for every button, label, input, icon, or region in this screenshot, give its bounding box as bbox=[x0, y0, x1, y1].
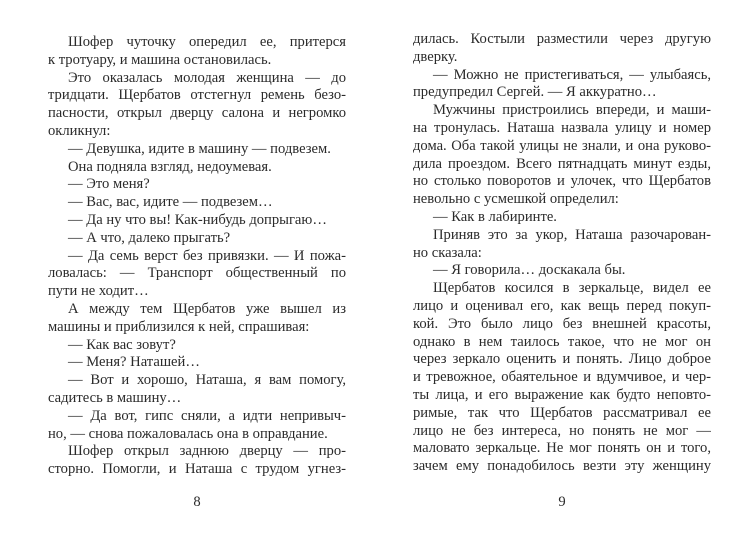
text-line: — Девушка, идите в машину — подвезем. bbox=[68, 140, 331, 157]
text-line: — Можно не пристегиваться, — улыбаясь, bbox=[433, 66, 711, 83]
text-line: но сказала: bbox=[413, 244, 482, 261]
left-page-text bbox=[48, 34, 346, 479]
text-line: пасности, открыл дверцу салона и негромко bbox=[48, 105, 346, 122]
text-line: на тронулась. Наташа назвала улицу и номер bbox=[413, 119, 711, 136]
text-line: тридцати. Щербатов отстегнул ремень безо- bbox=[48, 87, 346, 104]
text-line: невольно с усмешкой определил: bbox=[413, 191, 619, 208]
text-line: ловалась: — Транспорт общественный по bbox=[48, 265, 346, 282]
text-line: через зеркало оценить и понять. Лицо доброе bbox=[413, 351, 711, 368]
text-line: — Вот и хорошо, Наташа, я вам помогу, bbox=[68, 372, 346, 389]
text-line: Приняв это за укор, Наташа разочарован- bbox=[433, 226, 711, 243]
text-line: — Да вот, гипс сняли, а идти непривыч- bbox=[68, 407, 346, 424]
text-line: — Это меня? bbox=[68, 176, 150, 193]
text-line: окликнул: bbox=[48, 122, 111, 139]
text-line: Это оказалась молодая женщина — до bbox=[68, 69, 346, 86]
text-line: лицо и оценивал его, как вещь перед покуп- bbox=[413, 297, 711, 314]
text-line: — Да семь верст без привязки. — И пожа- bbox=[68, 247, 346, 264]
text-line: к тротуару, и машина остановилась. bbox=[48, 51, 272, 68]
text-line: — Как вас зовут? bbox=[68, 336, 176, 353]
text-line: лицо не без интереса, но понять не мог — bbox=[413, 422, 711, 439]
text-line: римые, так что Щербатов рассматривал ее bbox=[413, 404, 711, 421]
text-line: Шофер чуточку опередил ее, притерся bbox=[68, 34, 346, 50]
text-line: кой. Это было лицо без внешней красоты, bbox=[413, 315, 711, 332]
text-line: машины и приблизился к ней, спрашивая: bbox=[48, 318, 310, 335]
text-line: но столько поворотов и улочек, что Щербатов bbox=[413, 173, 711, 190]
text-line: — Вас, вас, идите — подвезем… bbox=[68, 194, 273, 211]
text-line: и тревожное, обаятельное и вдумчивое, и чер- bbox=[413, 369, 711, 386]
text-line: зачем ему понадобилось везти эту женщину bbox=[413, 458, 711, 475]
text-line: — А что, далеко прыгать? bbox=[68, 229, 231, 246]
text-line: — Меня? Наташей… bbox=[68, 354, 200, 371]
text-line: Она подняла взгляд, недоумевая. bbox=[68, 158, 272, 175]
text-line: сторно. Помогли, и Наташа с трудом угнез- bbox=[48, 461, 346, 478]
text-line: однако в нем таилось такое, что не мог он bbox=[413, 333, 711, 350]
text-line: ты лица, и его выражение как будто неповто- bbox=[413, 386, 711, 403]
text-line: — Я говорила… доскакала бы. bbox=[433, 262, 626, 279]
text-line: А между тем Щербатов уже вышел из bbox=[68, 300, 346, 317]
text-line: Щербатов косился в зеркальце, видел ее bbox=[433, 280, 711, 297]
text-line: пути не ходит… bbox=[48, 283, 149, 300]
page-number-left: 8 bbox=[193, 494, 201, 510]
text-line: — Да ну что вы! Как-нибудь допрыгаю… bbox=[68, 211, 327, 228]
text-line: дилась. Костыли разместили через другую bbox=[413, 31, 711, 47]
right-page bbox=[413, 0, 711, 540]
text-line: — Как в лабиринте. bbox=[433, 208, 557, 225]
text-line: дверку. bbox=[413, 48, 458, 65]
text-line: но, — снова пожаловалась она в оправдание. bbox=[48, 425, 328, 442]
page-number-right: 9 bbox=[558, 494, 566, 510]
text-line: дила проездом. Всего пятнадцать минут езды, bbox=[413, 155, 711, 172]
text-line: дома. Оба такой улицы не знали, и она руково- bbox=[413, 137, 711, 154]
text-line: маловато зеркальце. Не мог понять он и того, bbox=[413, 440, 711, 457]
left-page bbox=[48, 0, 346, 540]
text-line: Шофер открыл заднюю дверцу — про- bbox=[68, 443, 346, 460]
text-line: садитесь в машину… bbox=[48, 389, 182, 406]
text-line: предупредил Сергей. — Я аккуратно… bbox=[413, 84, 657, 101]
right-page-text bbox=[413, 31, 711, 476]
text-line: Мужчины пристроились впереди, и маши- bbox=[433, 102, 711, 119]
